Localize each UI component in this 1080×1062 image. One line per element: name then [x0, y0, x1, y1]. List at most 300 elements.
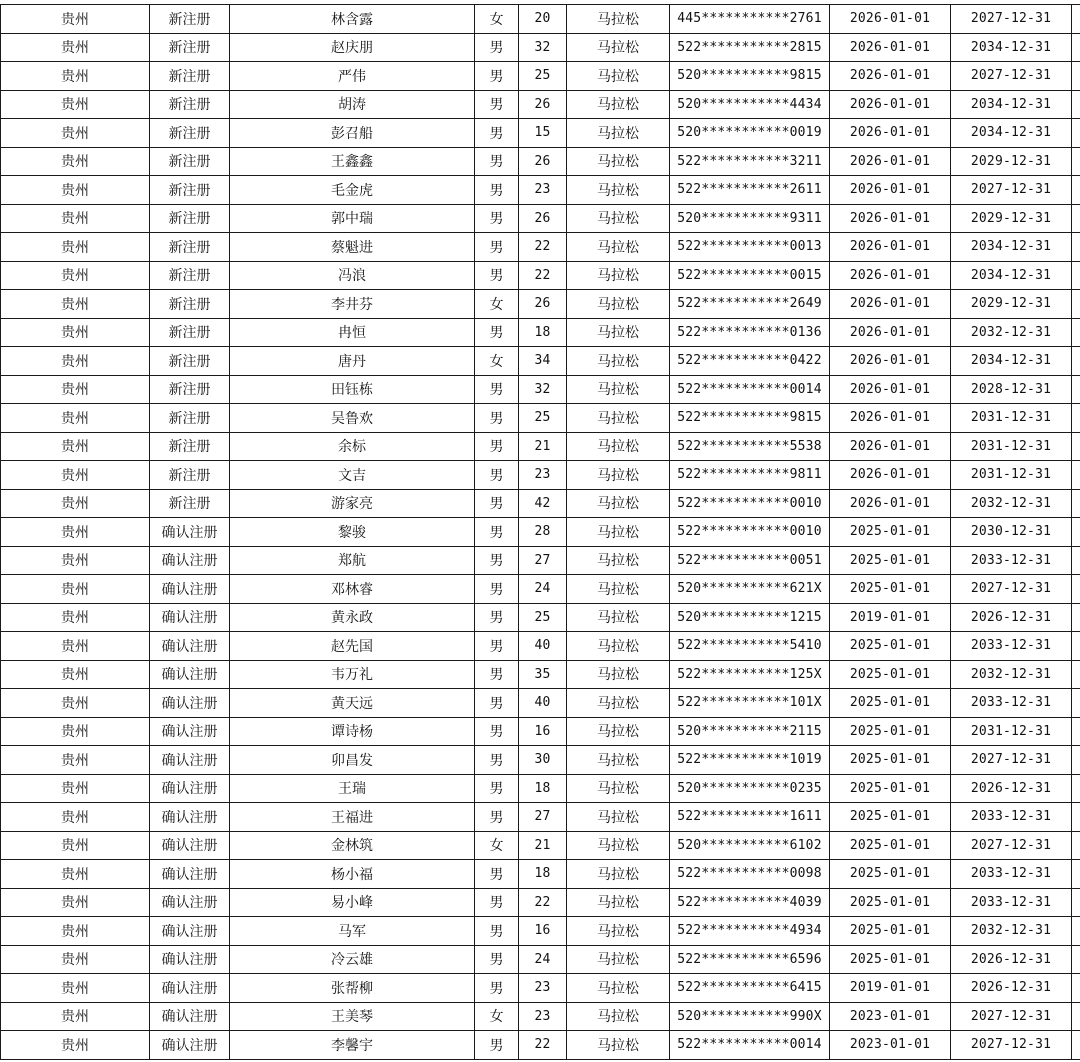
cell-registration-status: 确认注册 — [150, 746, 230, 775]
cell-age: 15 — [519, 119, 567, 148]
cell-event: 马拉松 — [567, 1002, 670, 1031]
cell-sex: 男 — [475, 90, 519, 119]
cell-valid-from: 2026-01-01 — [830, 5, 951, 34]
cell-sex: 女 — [475, 1002, 519, 1031]
cell-sex: 男 — [475, 489, 519, 518]
cell-age: 23 — [519, 1002, 567, 1031]
cell-province: 贵州 — [1, 746, 150, 775]
cell-province: 贵州 — [1, 1002, 150, 1031]
cell-id-number: 522***********3211 — [670, 147, 830, 176]
cell-empty — [1072, 974, 1080, 1003]
cell-empty — [1072, 546, 1080, 575]
cell-province: 贵州 — [1, 233, 150, 262]
cell-registration-status: 新注册 — [150, 62, 230, 91]
cell-age: 24 — [519, 575, 567, 604]
cell-event: 马拉松 — [567, 974, 670, 1003]
cell-empty — [1072, 5, 1080, 34]
cell-sex: 男 — [475, 404, 519, 433]
cell-valid-to: 2027-12-31 — [951, 5, 1072, 34]
cell-event: 马拉松 — [567, 717, 670, 746]
cell-event: 马拉松 — [567, 119, 670, 148]
cell-empty — [1072, 432, 1080, 461]
cell-registration-status: 新注册 — [150, 290, 230, 319]
cell-id-number: 520***********0235 — [670, 774, 830, 803]
table-row — [1, 518, 1080, 547]
cell-id-number: 522***********2815 — [670, 33, 830, 62]
cell-registration-status: 确认注册 — [150, 945, 230, 974]
cell-province: 贵州 — [1, 404, 150, 433]
cell-sex: 女 — [475, 290, 519, 319]
cell-name: 唐丹 — [230, 347, 475, 376]
cell-province: 贵州 — [1, 974, 150, 1003]
cell-valid-to: 2032-12-31 — [951, 318, 1072, 347]
cell-empty — [1072, 632, 1080, 661]
cell-name: 胡涛 — [230, 90, 475, 119]
cell-id-number: 522***********4039 — [670, 888, 830, 917]
cell-valid-to: 2029-12-31 — [951, 204, 1072, 233]
cell-age: 18 — [519, 774, 567, 803]
cell-age: 24 — [519, 945, 567, 974]
cell-empty — [1072, 318, 1080, 347]
cell-age: 23 — [519, 974, 567, 1003]
cell-event: 马拉松 — [567, 945, 670, 974]
cell-empty — [1072, 33, 1080, 62]
cell-valid-from: 2025-01-01 — [830, 831, 951, 860]
cell-sex: 男 — [475, 746, 519, 775]
cell-empty — [1072, 375, 1080, 404]
cell-valid-from: 2026-01-01 — [830, 119, 951, 148]
table-row — [1, 689, 1080, 718]
cell-province: 贵州 — [1, 489, 150, 518]
cell-province: 贵州 — [1, 774, 150, 803]
cell-valid-from: 2025-01-01 — [830, 888, 951, 917]
table-row — [1, 831, 1080, 860]
table-row — [1, 5, 1080, 34]
cell-registration-status: 新注册 — [150, 204, 230, 233]
cell-name: 马军 — [230, 917, 475, 946]
cell-id-number: 522***********125X — [670, 660, 830, 689]
cell-province: 贵州 — [1, 5, 150, 34]
table-row — [1, 803, 1080, 832]
cell-event: 马拉松 — [567, 261, 670, 290]
table-row — [1, 660, 1080, 689]
cell-sex: 女 — [475, 5, 519, 34]
cell-event: 马拉松 — [567, 147, 670, 176]
cell-province: 贵州 — [1, 518, 150, 547]
cell-id-number: 522***********6415 — [670, 974, 830, 1003]
cell-name: 冷云雄 — [230, 945, 475, 974]
cell-sex: 女 — [475, 347, 519, 376]
cell-name: 吴鲁欢 — [230, 404, 475, 433]
cell-valid-to: 2027-12-31 — [951, 1002, 1072, 1031]
cell-valid-to: 2031-12-31 — [951, 432, 1072, 461]
cell-event: 马拉松 — [567, 603, 670, 632]
cell-empty — [1072, 746, 1080, 775]
cell-age: 32 — [519, 375, 567, 404]
cell-event: 马拉松 — [567, 575, 670, 604]
cell-empty — [1072, 888, 1080, 917]
table-row — [1, 90, 1080, 119]
cell-valid-from: 2025-01-01 — [830, 945, 951, 974]
cell-name: 郑航 — [230, 546, 475, 575]
cell-name: 金林筑 — [230, 831, 475, 860]
table-row — [1, 888, 1080, 917]
cell-age: 28 — [519, 518, 567, 547]
table-row — [1, 261, 1080, 290]
cell-age: 35 — [519, 660, 567, 689]
cell-name: 李馨宇 — [230, 1031, 475, 1060]
cell-id-number: 522***********0010 — [670, 518, 830, 547]
cell-valid-from: 2026-01-01 — [830, 347, 951, 376]
cell-valid-to: 2026-12-31 — [951, 974, 1072, 1003]
cell-valid-to: 2034-12-31 — [951, 33, 1072, 62]
cell-id-number: 522***********6596 — [670, 945, 830, 974]
cell-province: 贵州 — [1, 375, 150, 404]
cell-event: 马拉松 — [567, 1031, 670, 1060]
cell-sex: 男 — [475, 1031, 519, 1060]
table-row — [1, 717, 1080, 746]
cell-sex: 男 — [475, 632, 519, 661]
cell-id-number: 522***********2611 — [670, 176, 830, 205]
cell-sex: 女 — [475, 831, 519, 860]
cell-valid-to: 2033-12-31 — [951, 803, 1072, 832]
cell-registration-status: 确认注册 — [150, 603, 230, 632]
cell-age: 16 — [519, 717, 567, 746]
cell-valid-from: 2026-01-01 — [830, 261, 951, 290]
cell-id-number: 520***********9311 — [670, 204, 830, 233]
table-row — [1, 575, 1080, 604]
cell-province: 贵州 — [1, 318, 150, 347]
cell-sex: 男 — [475, 318, 519, 347]
cell-valid-to: 2034-12-31 — [951, 119, 1072, 148]
cell-registration-status: 确认注册 — [150, 518, 230, 547]
cell-name: 文吉 — [230, 461, 475, 490]
table-row — [1, 119, 1080, 148]
cell-valid-to: 2027-12-31 — [951, 575, 1072, 604]
cell-sex: 男 — [475, 660, 519, 689]
cell-valid-from: 2025-01-01 — [830, 717, 951, 746]
cell-valid-from: 2026-01-01 — [830, 204, 951, 233]
cell-province: 贵州 — [1, 347, 150, 376]
table-row — [1, 432, 1080, 461]
cell-registration-status: 确认注册 — [150, 717, 230, 746]
cell-province: 贵州 — [1, 290, 150, 319]
cell-valid-to: 2027-12-31 — [951, 746, 1072, 775]
cell-name: 卯昌发 — [230, 746, 475, 775]
cell-province: 贵州 — [1, 717, 150, 746]
cell-province: 贵州 — [1, 917, 150, 946]
cell-empty — [1072, 860, 1080, 889]
cell-registration-status: 确认注册 — [150, 1031, 230, 1060]
cell-registration-status: 确认注册 — [150, 546, 230, 575]
cell-valid-from: 2026-01-01 — [830, 147, 951, 176]
cell-empty — [1072, 404, 1080, 433]
cell-valid-to: 2026-12-31 — [951, 774, 1072, 803]
cell-empty — [1072, 803, 1080, 832]
cell-event: 马拉松 — [567, 347, 670, 376]
cell-valid-to: 2031-12-31 — [951, 404, 1072, 433]
cell-valid-from: 2026-01-01 — [830, 90, 951, 119]
cell-sex: 男 — [475, 518, 519, 547]
cell-name: 郭中瑞 — [230, 204, 475, 233]
cell-registration-status: 新注册 — [150, 375, 230, 404]
cell-name: 王福进 — [230, 803, 475, 832]
cell-registration-status: 确认注册 — [150, 974, 230, 1003]
cell-empty — [1072, 518, 1080, 547]
cell-name: 易小峰 — [230, 888, 475, 917]
cell-name: 冉恒 — [230, 318, 475, 347]
cell-province: 贵州 — [1, 90, 150, 119]
cell-age: 21 — [519, 432, 567, 461]
cell-event: 马拉松 — [567, 62, 670, 91]
cell-registration-status: 新注册 — [150, 90, 230, 119]
cell-event: 马拉松 — [567, 888, 670, 917]
cell-id-number: 522***********4934 — [670, 917, 830, 946]
cell-id-number: 522***********0422 — [670, 347, 830, 376]
cell-empty — [1072, 347, 1080, 376]
cell-age: 40 — [519, 632, 567, 661]
cell-valid-from: 2025-01-01 — [830, 917, 951, 946]
cell-registration-status: 新注册 — [150, 404, 230, 433]
cell-event: 马拉松 — [567, 432, 670, 461]
cell-event: 马拉松 — [567, 774, 670, 803]
cell-event: 马拉松 — [567, 689, 670, 718]
cell-event: 马拉松 — [567, 860, 670, 889]
cell-valid-from: 2026-01-01 — [830, 176, 951, 205]
cell-age: 34 — [519, 347, 567, 376]
cell-empty — [1072, 147, 1080, 176]
cell-valid-from: 2023-01-01 — [830, 1002, 951, 1031]
cell-id-number: 522***********0015 — [670, 261, 830, 290]
cell-age: 30 — [519, 746, 567, 775]
cell-province: 贵州 — [1, 119, 150, 148]
table-row — [1, 546, 1080, 575]
cell-registration-status: 新注册 — [150, 233, 230, 262]
cell-valid-from: 2025-01-01 — [830, 774, 951, 803]
cell-valid-from: 2025-01-01 — [830, 660, 951, 689]
table-row — [1, 233, 1080, 262]
cell-registration-status: 确认注册 — [150, 917, 230, 946]
cell-valid-from: 2019-01-01 — [830, 974, 951, 1003]
cell-sex: 男 — [475, 233, 519, 262]
cell-event: 马拉松 — [567, 290, 670, 319]
cell-empty — [1072, 1002, 1080, 1031]
cell-event: 马拉松 — [567, 176, 670, 205]
table-row — [1, 489, 1080, 518]
cell-province: 贵州 — [1, 432, 150, 461]
cell-registration-status: 确认注册 — [150, 660, 230, 689]
cell-empty — [1072, 461, 1080, 490]
cell-id-number: 522***********0136 — [670, 318, 830, 347]
cell-name: 蔡魁进 — [230, 233, 475, 262]
cell-empty — [1072, 290, 1080, 319]
cell-event: 马拉松 — [567, 803, 670, 832]
cell-province: 贵州 — [1, 860, 150, 889]
cell-empty — [1072, 62, 1080, 91]
cell-sex: 男 — [475, 717, 519, 746]
cell-age: 26 — [519, 90, 567, 119]
cell-province: 贵州 — [1, 803, 150, 832]
cell-valid-to: 2032-12-31 — [951, 917, 1072, 946]
cell-name: 邓林睿 — [230, 575, 475, 604]
cell-event: 马拉松 — [567, 660, 670, 689]
cell-valid-from: 2026-01-01 — [830, 233, 951, 262]
cell-registration-status: 确认注册 — [150, 632, 230, 661]
cell-name: 杨小福 — [230, 860, 475, 889]
cell-sex: 男 — [475, 461, 519, 490]
cell-valid-from: 2026-01-01 — [830, 318, 951, 347]
cell-event: 马拉松 — [567, 632, 670, 661]
cell-valid-from: 2025-01-01 — [830, 860, 951, 889]
cell-valid-to: 2032-12-31 — [951, 660, 1072, 689]
cell-age: 22 — [519, 261, 567, 290]
cell-valid-to: 2033-12-31 — [951, 632, 1072, 661]
cell-empty — [1072, 917, 1080, 946]
cell-name: 赵先国 — [230, 632, 475, 661]
cell-id-number: 520***********0019 — [670, 119, 830, 148]
cell-valid-to: 2030-12-31 — [951, 518, 1072, 547]
cell-age: 22 — [519, 233, 567, 262]
cell-registration-status: 新注册 — [150, 33, 230, 62]
cell-id-number: 520***********2115 — [670, 717, 830, 746]
table-row — [1, 1002, 1080, 1031]
cell-event: 马拉松 — [567, 518, 670, 547]
cell-event: 马拉松 — [567, 33, 670, 62]
table-row — [1, 632, 1080, 661]
cell-valid-to: 2029-12-31 — [951, 290, 1072, 319]
cell-sex: 男 — [475, 803, 519, 832]
cell-sex: 男 — [475, 774, 519, 803]
cell-registration-status: 确认注册 — [150, 774, 230, 803]
cell-registration-status: 新注册 — [150, 432, 230, 461]
cell-name: 黎骏 — [230, 518, 475, 547]
cell-age: 27 — [519, 803, 567, 832]
cell-name: 田钰栋 — [230, 375, 475, 404]
cell-sex: 男 — [475, 546, 519, 575]
cell-event: 马拉松 — [567, 489, 670, 518]
cell-name: 王鑫鑫 — [230, 147, 475, 176]
cell-valid-to: 2031-12-31 — [951, 717, 1072, 746]
cell-age: 16 — [519, 917, 567, 946]
cell-valid-from: 2025-01-01 — [830, 803, 951, 832]
cell-valid-to: 2031-12-31 — [951, 461, 1072, 490]
cell-registration-status: 新注册 — [150, 347, 230, 376]
cell-age: 25 — [519, 404, 567, 433]
cell-sex: 男 — [475, 62, 519, 91]
cell-valid-from: 2026-01-01 — [830, 375, 951, 404]
cell-valid-to: 2026-12-31 — [951, 945, 1072, 974]
cell-registration-status: 新注册 — [150, 147, 230, 176]
cell-valid-from: 2026-01-01 — [830, 290, 951, 319]
cell-sex: 男 — [475, 888, 519, 917]
cell-empty — [1072, 1031, 1080, 1060]
table-row — [1, 860, 1080, 889]
cell-name: 毛金虎 — [230, 176, 475, 205]
cell-age: 23 — [519, 461, 567, 490]
cell-id-number: 522***********0014 — [670, 375, 830, 404]
cell-valid-to: 2033-12-31 — [951, 888, 1072, 917]
cell-sex: 男 — [475, 860, 519, 889]
cell-sex: 男 — [475, 432, 519, 461]
cell-valid-to: 2027-12-31 — [951, 831, 1072, 860]
cell-name: 谭诗杨 — [230, 717, 475, 746]
cell-province: 贵州 — [1, 575, 150, 604]
cell-age: 25 — [519, 603, 567, 632]
table-row — [1, 404, 1080, 433]
cell-name: 王瑞 — [230, 774, 475, 803]
cell-province: 贵州 — [1, 62, 150, 91]
cell-id-number: 522***********0051 — [670, 546, 830, 575]
cell-id-number: 520***********621X — [670, 575, 830, 604]
cell-valid-to: 2034-12-31 — [951, 233, 1072, 262]
cell-sex: 男 — [475, 147, 519, 176]
cell-name: 王美琴 — [230, 1002, 475, 1031]
cell-sex: 男 — [475, 603, 519, 632]
cell-name: 李井芬 — [230, 290, 475, 319]
cell-province: 贵州 — [1, 945, 150, 974]
cell-empty — [1072, 660, 1080, 689]
cell-event: 马拉松 — [567, 546, 670, 575]
cell-event: 马拉松 — [567, 831, 670, 860]
cell-sex: 男 — [475, 575, 519, 604]
table-row — [1, 603, 1080, 632]
cell-age: 23 — [519, 176, 567, 205]
cell-id-number: 445***********2761 — [670, 5, 830, 34]
cell-id-number: 522***********9811 — [670, 461, 830, 490]
cell-empty — [1072, 119, 1080, 148]
cell-id-number: 520***********990X — [670, 1002, 830, 1031]
cell-name: 黄天远 — [230, 689, 475, 718]
cell-empty — [1072, 831, 1080, 860]
cell-event: 马拉松 — [567, 233, 670, 262]
cell-name: 林含露 — [230, 5, 475, 34]
cell-sex: 男 — [475, 974, 519, 1003]
cell-age: 40 — [519, 689, 567, 718]
cell-province: 贵州 — [1, 660, 150, 689]
cell-event: 马拉松 — [567, 461, 670, 490]
cell-registration-status: 确认注册 — [150, 1002, 230, 1031]
cell-id-number: 520***********9815 — [670, 62, 830, 91]
cell-name: 赵庆朋 — [230, 33, 475, 62]
table-row — [1, 204, 1080, 233]
cell-age: 27 — [519, 546, 567, 575]
cell-empty — [1072, 233, 1080, 262]
cell-registration-status: 确认注册 — [150, 888, 230, 917]
cell-valid-from: 2019-01-01 — [830, 603, 951, 632]
cell-empty — [1072, 774, 1080, 803]
cell-registration-status: 确认注册 — [150, 575, 230, 604]
cell-event: 马拉松 — [567, 404, 670, 433]
registration-table — [0, 4, 1080, 1060]
cell-age: 25 — [519, 62, 567, 91]
cell-valid-from: 2026-01-01 — [830, 489, 951, 518]
cell-id-number: 522***********1019 — [670, 746, 830, 775]
cell-id-number: 520***********4434 — [670, 90, 830, 119]
cell-province: 贵州 — [1, 261, 150, 290]
cell-valid-to: 2033-12-31 — [951, 546, 1072, 575]
cell-registration-status: 新注册 — [150, 461, 230, 490]
cell-valid-to: 2034-12-31 — [951, 347, 1072, 376]
cell-valid-to: 2027-12-31 — [951, 1031, 1072, 1060]
cell-name: 张帮柳 — [230, 974, 475, 1003]
cell-event: 马拉松 — [567, 318, 670, 347]
cell-empty — [1072, 90, 1080, 119]
cell-province: 贵州 — [1, 632, 150, 661]
table-row — [1, 774, 1080, 803]
cell-empty — [1072, 489, 1080, 518]
cell-valid-to: 2028-12-31 — [951, 375, 1072, 404]
cell-age: 22 — [519, 888, 567, 917]
